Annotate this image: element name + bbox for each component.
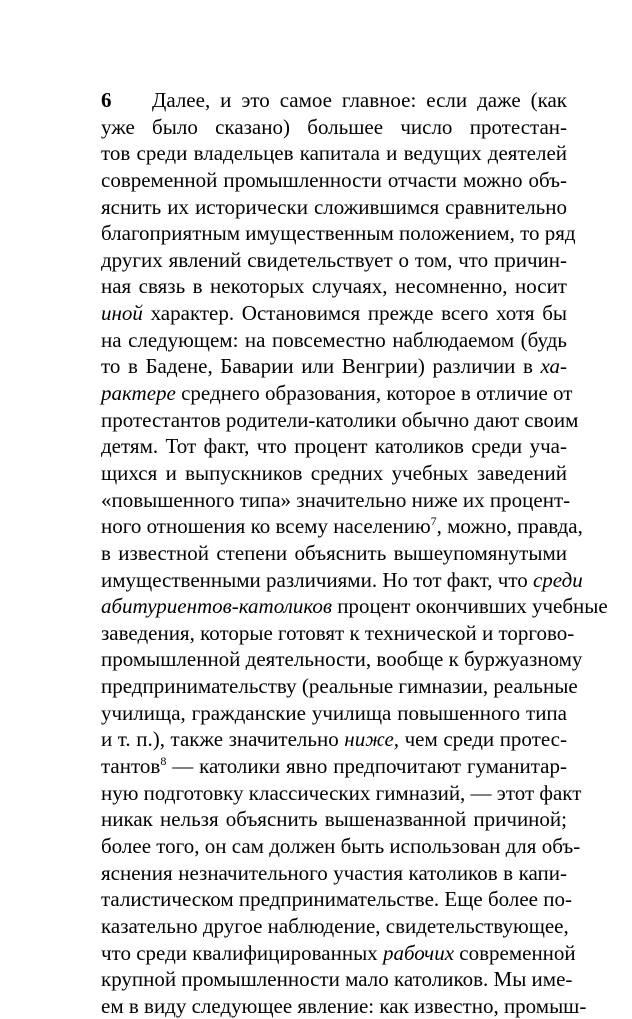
italic-emphasis: ха- — [540, 354, 567, 379]
footnote-marker: 8 — [160, 754, 167, 769]
text-segment: на следующем: на повсеместно наблюдаемом (будь — [101, 327, 567, 352]
text-line — [101, 646, 583, 673]
text-line — [101, 433, 567, 460]
text-segment: — католики явно предпочитают гуманитар- — [166, 754, 567, 779]
text-segment: «повышенного типа» значительно ниже их процент- — [101, 487, 571, 512]
text-line — [101, 993, 587, 1019]
text-segment: ную подготовку классических гимназий, — этот факт — [101, 780, 582, 805]
text-segment: среднего образования, которое в отличие от — [175, 381, 573, 406]
text-segment: тов среди владельцев капитала и ведущих деятелей — [101, 141, 567, 166]
text-segment: училища, гражданские училища повышенного типа — [101, 700, 567, 725]
text-segment: крупной промышленности мало католиков. Мы име- — [101, 967, 573, 992]
text-line — [101, 140, 567, 167]
text-line — [101, 833, 581, 860]
text-line — [101, 620, 575, 647]
text-line — [101, 540, 567, 567]
text-line — [101, 567, 583, 594]
text-segment: ного отношения ко всему населению — [101, 514, 431, 539]
text-segment: протестантов родители-католики обычно дают своим — [101, 407, 579, 432]
text-line — [101, 114, 567, 141]
text-line — [101, 407, 579, 434]
text-line — [101, 860, 567, 887]
text-line — [101, 940, 576, 967]
italic-emphasis: ниже, — [344, 727, 400, 752]
text-line — [101, 353, 567, 380]
text-segment: яснить их исторически сложившимся сравнительно — [101, 194, 567, 219]
text-segment: современной промышленности отчасти можно объ- — [101, 167, 567, 192]
text-segment: , можно, правда, — [436, 514, 583, 539]
text-segment: казательно другое наблюдение, свидетельствующее, — [101, 913, 569, 938]
text-line — [101, 726, 567, 753]
page-number: 6 — [101, 88, 112, 112]
text-segment: щихся и выпускников средних учебных заведений — [101, 460, 567, 485]
text-segment: других явлений свидетельствует о том, что причин- — [101, 247, 567, 272]
text-line — [101, 513, 583, 540]
text-line — [101, 220, 576, 247]
text-segment: в известной степени объяснить вышеупомянутыми — [101, 540, 567, 565]
text-line — [101, 300, 567, 327]
text-line — [101, 593, 608, 620]
text-segment: имущественными различиями. Но тот факт, что — [101, 567, 533, 592]
footnote-marker: 7 — [430, 514, 437, 529]
text-segment: ная связь в некоторых случаях, несомненно, носит — [101, 274, 567, 299]
text-segment: тантов — [101, 754, 161, 779]
italic-emphasis: рактере — [101, 381, 176, 406]
text-segment: характер. Остановимся прежде всего хотя бы — [142, 301, 567, 326]
text-line — [101, 327, 567, 354]
text-line — [101, 966, 573, 993]
text-line — [101, 700, 567, 727]
text-segment: более того, он сам должен быть использован для объ- — [101, 833, 581, 858]
text-line — [101, 460, 567, 487]
text-segment: промышленной деятельности, вообще к буржуазному — [101, 647, 583, 672]
text-line — [101, 780, 582, 807]
text-segment: талистическом предпринимательстве. Еще более по- — [101, 887, 572, 912]
text-line — [101, 194, 567, 221]
text-segment: предпринимательству (реальные гимназии, реальные — [101, 674, 578, 699]
text-segment: современной — [454, 940, 576, 965]
text-segment: яснения незначительного участия католиков в капи- — [101, 860, 567, 885]
italic-emphasis: иной — [101, 301, 143, 326]
body-text — [101, 87, 608, 1019]
text-segment: детям. Тот факт, что процент католиков среди уча- — [101, 434, 567, 459]
text-line — [101, 913, 567, 940]
italic-emphasis: среди — [532, 567, 583, 592]
text-segment: и т. п.), также значительно — [101, 727, 345, 752]
text-segment: Далее, и это самое главное: если даже (как — [152, 88, 567, 112]
text-line — [101, 87, 567, 114]
text-segment: благоприятным имущественным положением, то ряд — [101, 221, 576, 246]
text-line — [101, 487, 571, 514]
text-segment: уже было сказано) большее число протестан- — [101, 114, 567, 139]
text-segment: никак нельзя объяснить вышеназванной причиной; — [101, 807, 567, 832]
italic-emphasis: рабочих — [382, 940, 455, 965]
text-segment: процент окончивших учебные — [332, 594, 608, 619]
text-segment: то в Бадене, Баварии или Венгрии) различии в — [101, 354, 541, 379]
text-line — [101, 806, 567, 833]
text-line — [101, 753, 567, 780]
text-segment: заведения, которые готовят к технической и торгово- — [101, 620, 575, 645]
text-segment: ем в виду следующее явление: как известно, промыш- — [101, 993, 587, 1018]
text-segment: что среди квалифицированных — [101, 940, 383, 965]
text-line — [101, 167, 567, 194]
text-segment: чем среди протес- — [399, 727, 567, 752]
text-line — [101, 380, 573, 407]
text-line — [101, 673, 578, 700]
text-line — [101, 273, 567, 300]
text-line — [101, 247, 567, 274]
italic-emphasis: абитуриентов-католиков — [101, 594, 332, 619]
text-line — [101, 886, 572, 913]
